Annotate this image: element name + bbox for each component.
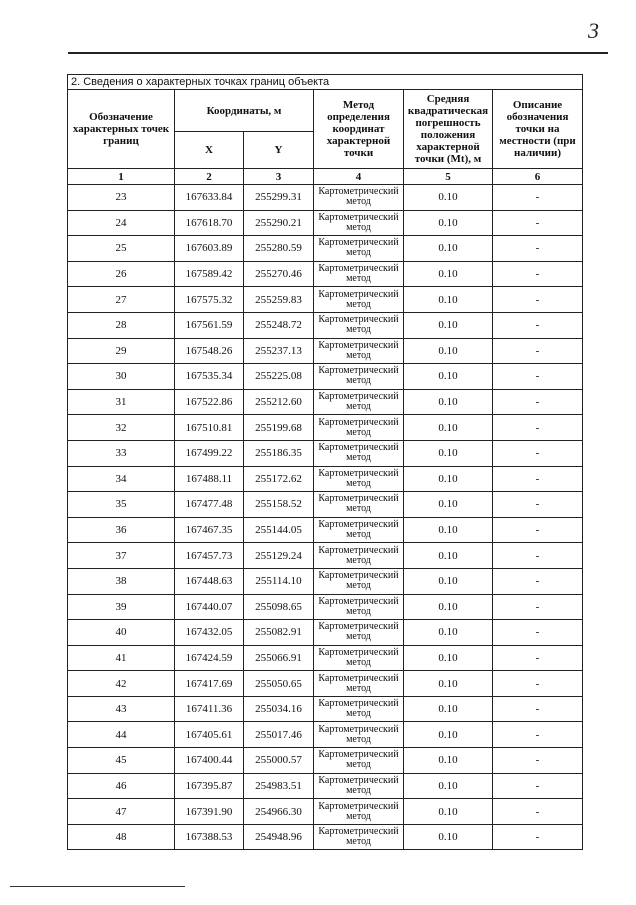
error-cell: 0.10 <box>404 722 493 748</box>
description-cell: - <box>493 287 583 313</box>
error-cell: 0.10 <box>404 466 493 492</box>
point-cell: 25 <box>68 236 175 262</box>
point-cell: 30 <box>68 364 175 390</box>
point-cell: 24 <box>68 210 175 236</box>
point-cell: 33 <box>68 440 175 466</box>
x-cell: 167575.32 <box>175 287 244 313</box>
error-cell: 0.10 <box>404 568 493 594</box>
method-line1: Картометрический <box>318 544 399 556</box>
method-line1: Картометрический <box>318 211 399 223</box>
y-cell: 255129.24 <box>244 543 314 569</box>
method-line2: метод <box>346 273 371 285</box>
error-cell: 0.10 <box>404 671 493 697</box>
method-line2: метод <box>346 682 371 694</box>
description-cell: - <box>493 364 583 390</box>
description-cell: - <box>493 722 583 748</box>
method-line2: метод <box>346 426 371 438</box>
method-cell <box>314 773 404 799</box>
method-line2: метод <box>346 298 371 310</box>
column-number-row <box>68 169 583 185</box>
point-cell: 36 <box>68 517 175 543</box>
table-row <box>68 543 583 569</box>
method-cell <box>314 364 404 390</box>
method-line1: Картометрический <box>318 621 399 633</box>
header-method: Метод определения координат характерной точки <box>314 90 404 169</box>
method-cell <box>314 466 404 492</box>
x-cell: 167400.44 <box>175 748 244 774</box>
method-cell <box>314 568 404 594</box>
error-cell: 0.10 <box>404 185 493 211</box>
y-cell: 255290.21 <box>244 210 314 236</box>
method-line2: метод <box>346 554 371 566</box>
description-cell: - <box>493 185 583 211</box>
description-cell: - <box>493 338 583 364</box>
method-cell <box>314 517 404 543</box>
error-cell: 0.10 <box>404 543 493 569</box>
x-cell: 167467.35 <box>175 517 244 543</box>
error-cell: 0.10 <box>404 645 493 671</box>
point-cell: 46 <box>68 773 175 799</box>
method-line2: метод <box>346 529 371 541</box>
table-row <box>68 568 583 594</box>
method-line1: Картометрический <box>318 672 399 684</box>
method-line2: метод <box>346 375 371 387</box>
method-cell <box>314 748 404 774</box>
section-title: 2. Сведения о характерных точках границ объекта <box>68 75 583 90</box>
description-cell: - <box>493 594 583 620</box>
method-line1: Картометрический <box>318 519 399 531</box>
x-cell: 167499.22 <box>175 440 244 466</box>
method-line1: Картометрический <box>318 570 399 582</box>
y-cell: 255299.31 <box>244 185 314 211</box>
method-line2: метод <box>346 784 371 796</box>
table-row <box>68 773 583 799</box>
y-cell: 255158.52 <box>244 492 314 518</box>
description-cell: - <box>493 261 583 287</box>
method-line2: метод <box>346 836 371 848</box>
point-cell: 37 <box>68 543 175 569</box>
table-row <box>68 210 583 236</box>
x-cell: 167589.42 <box>175 261 244 287</box>
description-cell: - <box>493 440 583 466</box>
column-number: 3 <box>244 169 314 185</box>
x-cell: 167448.63 <box>175 568 244 594</box>
error-cell: 0.10 <box>404 492 493 518</box>
x-cell: 167510.81 <box>175 415 244 441</box>
description-cell: - <box>493 645 583 671</box>
table-row <box>68 748 583 774</box>
y-cell: 255280.59 <box>244 236 314 262</box>
table-row <box>68 236 583 262</box>
description-cell: - <box>493 236 583 262</box>
description-cell: - <box>493 773 583 799</box>
method-cell <box>314 389 404 415</box>
table-row <box>68 338 583 364</box>
description-cell: - <box>493 210 583 236</box>
method-line2: метод <box>346 580 371 592</box>
error-cell: 0.10 <box>404 594 493 620</box>
point-cell: 31 <box>68 389 175 415</box>
method-line2: метод <box>346 759 371 771</box>
method-cell <box>314 645 404 671</box>
y-cell: 255114.10 <box>244 568 314 594</box>
method-cell <box>314 594 404 620</box>
table-body <box>68 185 583 850</box>
table-row <box>68 620 583 646</box>
error-cell: 0.10 <box>404 517 493 543</box>
x-cell: 167548.26 <box>175 338 244 364</box>
error-cell: 0.10 <box>404 287 493 313</box>
point-cell: 38 <box>68 568 175 594</box>
column-number: 2 <box>175 169 244 185</box>
method-cell <box>314 338 404 364</box>
point-cell: 44 <box>68 722 175 748</box>
method-cell <box>314 620 404 646</box>
point-cell: 42 <box>68 671 175 697</box>
column-number: 4 <box>314 169 404 185</box>
description-cell: - <box>493 492 583 518</box>
method-cell <box>314 543 404 569</box>
method-cell <box>314 722 404 748</box>
method-line1: Картометрический <box>318 774 399 786</box>
page-number: 3 <box>588 18 599 43</box>
point-cell: 39 <box>68 594 175 620</box>
method-line2: метод <box>346 656 371 668</box>
footer-rule <box>10 886 185 887</box>
method-cell <box>314 824 404 850</box>
method-line1: Картометрический <box>318 365 399 377</box>
method-line2: метод <box>346 401 371 413</box>
method-cell <box>314 492 404 518</box>
table-row <box>68 492 583 518</box>
y-cell: 255237.13 <box>244 338 314 364</box>
header-coords: Координаты, м <box>175 90 314 132</box>
boundary-points-table <box>67 74 583 850</box>
y-cell: 255270.46 <box>244 261 314 287</box>
method-line2: метод <box>346 708 371 720</box>
method-cell <box>314 415 404 441</box>
method-line1: Картометрический <box>318 314 399 326</box>
table-row <box>68 440 583 466</box>
description-cell: - <box>493 415 583 441</box>
x-cell: 167391.90 <box>175 799 244 825</box>
x-cell: 167440.07 <box>175 594 244 620</box>
x-cell: 167535.34 <box>175 364 244 390</box>
point-cell: 28 <box>68 312 175 338</box>
error-cell: 0.10 <box>404 799 493 825</box>
y-cell: 255172.62 <box>244 466 314 492</box>
table-row <box>68 824 583 850</box>
method-line2: метод <box>346 324 371 336</box>
table-row <box>68 799 583 825</box>
x-cell: 167417.69 <box>175 671 244 697</box>
x-cell: 167522.86 <box>175 389 244 415</box>
method-line2: метод <box>346 247 371 259</box>
description-cell: - <box>493 389 583 415</box>
method-line1: Картометрический <box>318 442 399 454</box>
method-line1: Картометрический <box>318 826 399 838</box>
method-cell <box>314 696 404 722</box>
y-cell: 255050.65 <box>244 671 314 697</box>
method-line1: Картометрический <box>318 493 399 505</box>
description-cell: - <box>493 517 583 543</box>
method-cell <box>314 440 404 466</box>
table-row <box>68 364 583 390</box>
method-line2: метод <box>346 196 371 208</box>
method-cell <box>314 312 404 338</box>
x-cell: 167411.36 <box>175 696 244 722</box>
x-cell: 167561.59 <box>175 312 244 338</box>
error-cell: 0.10 <box>404 210 493 236</box>
y-cell: 254966.30 <box>244 799 314 825</box>
y-cell: 255017.46 <box>244 722 314 748</box>
method-line2: метод <box>346 733 371 745</box>
description-cell: - <box>493 568 583 594</box>
method-line2: метод <box>346 810 371 822</box>
method-line1: Картометрический <box>318 723 399 735</box>
method-line1: Картометрический <box>318 698 399 710</box>
table-row <box>68 517 583 543</box>
error-cell: 0.10 <box>404 696 493 722</box>
point-cell: 47 <box>68 799 175 825</box>
method-cell <box>314 799 404 825</box>
method-line1: Картометрический <box>318 467 399 479</box>
y-cell: 255199.68 <box>244 415 314 441</box>
method-line1: Картометрический <box>318 186 399 198</box>
x-cell: 167432.05 <box>175 620 244 646</box>
table-row <box>68 185 583 211</box>
description-cell: - <box>493 824 583 850</box>
y-cell: 255248.72 <box>244 312 314 338</box>
error-cell: 0.10 <box>404 773 493 799</box>
method-line2: метод <box>346 631 371 643</box>
table-row <box>68 287 583 313</box>
y-cell: 255000.57 <box>244 748 314 774</box>
error-cell: 0.10 <box>404 440 493 466</box>
method-line2: метод <box>346 452 371 464</box>
y-cell: 255066.91 <box>244 645 314 671</box>
x-cell: 167603.89 <box>175 236 244 262</box>
table-row <box>68 312 583 338</box>
method-cell <box>314 210 404 236</box>
table-row <box>68 261 583 287</box>
point-cell: 34 <box>68 466 175 492</box>
table-row <box>68 671 583 697</box>
table-row <box>68 466 583 492</box>
header-error: Средняя квадратическая погрешность положения характерной точки (Mt), м <box>404 90 493 169</box>
table-row <box>68 415 583 441</box>
description-cell: - <box>493 671 583 697</box>
x-cell: 167488.11 <box>175 466 244 492</box>
point-cell: 23 <box>68 185 175 211</box>
point-cell: 26 <box>68 261 175 287</box>
y-cell: 254983.51 <box>244 773 314 799</box>
error-cell: 0.10 <box>404 748 493 774</box>
table-row <box>68 722 583 748</box>
description-cell: - <box>493 799 583 825</box>
point-cell: 48 <box>68 824 175 850</box>
table-row <box>68 389 583 415</box>
error-cell: 0.10 <box>404 312 493 338</box>
method-line1: Картометрический <box>318 237 399 249</box>
method-line2: метод <box>346 477 371 489</box>
x-cell: 167405.61 <box>175 722 244 748</box>
method-cell <box>314 236 404 262</box>
header-x: X <box>175 132 244 169</box>
y-cell: 255225.08 <box>244 364 314 390</box>
x-cell: 167618.70 <box>175 210 244 236</box>
method-line2: метод <box>346 221 371 233</box>
table-row <box>68 696 583 722</box>
x-cell: 167457.73 <box>175 543 244 569</box>
error-cell: 0.10 <box>404 261 493 287</box>
y-cell: 255034.16 <box>244 696 314 722</box>
method-line1: Картометрический <box>318 416 399 428</box>
header-rule <box>68 52 608 54</box>
point-cell: 40 <box>68 620 175 646</box>
method-line1: Картометрический <box>318 263 399 275</box>
method-line1: Картометрический <box>318 288 399 300</box>
point-cell: 43 <box>68 696 175 722</box>
description-cell: - <box>493 748 583 774</box>
error-cell: 0.10 <box>404 389 493 415</box>
error-cell: 0.10 <box>404 236 493 262</box>
point-cell: 27 <box>68 287 175 313</box>
description-cell: - <box>493 466 583 492</box>
point-cell: 45 <box>68 748 175 774</box>
table-row <box>68 594 583 620</box>
point-cell: 32 <box>68 415 175 441</box>
description-cell: - <box>493 620 583 646</box>
header-y: Y <box>244 132 314 169</box>
method-line2: метод <box>346 503 371 515</box>
method-cell <box>314 287 404 313</box>
y-cell: 255082.91 <box>244 620 314 646</box>
method-cell <box>314 671 404 697</box>
y-cell: 255186.35 <box>244 440 314 466</box>
error-cell: 0.10 <box>404 364 493 390</box>
header-description: Описание обозначения точки на местности (при наличии) <box>493 90 583 169</box>
x-cell: 167388.53 <box>175 824 244 850</box>
header-point: Обозначение характерных точек границ <box>68 90 175 169</box>
error-cell: 0.10 <box>404 415 493 441</box>
description-cell: - <box>493 543 583 569</box>
column-number: 5 <box>404 169 493 185</box>
y-cell: 255098.65 <box>244 594 314 620</box>
y-cell: 254948.96 <box>244 824 314 850</box>
x-cell: 167395.87 <box>175 773 244 799</box>
method-line1: Картометрический <box>318 339 399 351</box>
x-cell: 167633.84 <box>175 185 244 211</box>
method-line2: метод <box>346 605 371 617</box>
error-cell: 0.10 <box>404 824 493 850</box>
y-cell: 255144.05 <box>244 517 314 543</box>
method-line1: Картометрический <box>318 749 399 761</box>
method-cell <box>314 261 404 287</box>
description-cell: - <box>493 312 583 338</box>
point-cell: 29 <box>68 338 175 364</box>
description-cell: - <box>493 696 583 722</box>
y-cell: 255259.83 <box>244 287 314 313</box>
method-line1: Картометрический <box>318 595 399 607</box>
error-cell: 0.10 <box>404 620 493 646</box>
error-cell: 0.10 <box>404 338 493 364</box>
column-number: 1 <box>68 169 175 185</box>
column-number: 6 <box>493 169 583 185</box>
method-cell <box>314 185 404 211</box>
x-cell: 167477.48 <box>175 492 244 518</box>
point-cell: 35 <box>68 492 175 518</box>
method-line1: Картометрический <box>318 646 399 658</box>
point-cell: 41 <box>68 645 175 671</box>
x-cell: 167424.59 <box>175 645 244 671</box>
table-row <box>68 645 583 671</box>
method-line1: Картометрический <box>318 391 399 403</box>
method-line1: Картометрический <box>318 800 399 812</box>
method-line2: метод <box>346 349 371 361</box>
y-cell: 255212.60 <box>244 389 314 415</box>
